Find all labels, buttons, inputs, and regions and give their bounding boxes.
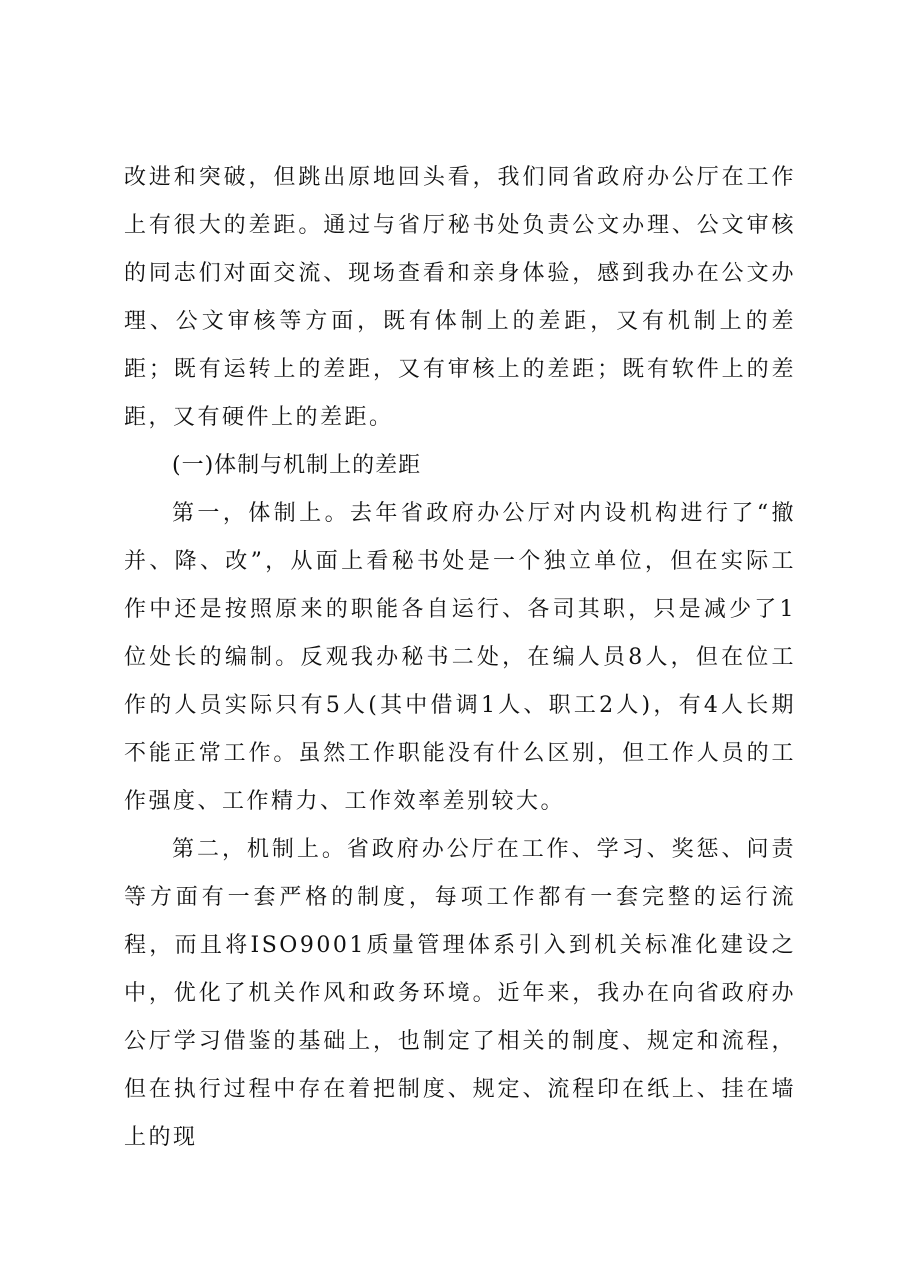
section-heading: (一)体制与机制上的差距 xyxy=(172,453,422,478)
paragraph-second-mechanism: 第二，机制上。省政府办公厅在工作、学习、奖惩、问责等方面有一套严格的制度，每项工作都有一套完整的运行流程，而且将ISO9001质量管理体系引入到机关标准化建设之中，优化了机关作风和政务环境。近年来，我办在向省政府办公厅学习借鉴的基础上，也制定了相关的制度、规定和流程，但在执行过程中存在着把制度、规定、流程印在纸上、挂在墙上的现 xyxy=(124,837,796,1150)
document-body xyxy=(124,154,796,1162)
paragraph-first-system: 第一，体制上。去年省政府办公厅对内设机构进行了“撤并、降、改”，从面上看秘书处是一个独立单位，但在实际工作中还是按照原来的职能各自运行、各司其职，只是减少了1位处长的编制。反观我办秘书二处，在编人员8人，但在位工作的人员实际只有5人(其中借调1人、职工2人)，有4人长期不能正常工作。虽然工作职能没有什么区别，但工作人员的工作强度、工作精力、工作效率差别较大。 xyxy=(124,501,796,814)
paragraph-intro-continued: 改进和突破，但跳出原地回头看，我们同省政府办公厅在工作上有很大的差距。通过与省厅秘书处负责公文办理、公文审核的同志们对面交流、现场查看和亲身体验，感到我办在公文办理、公文审核等方面，既有体制上的差距，又有机制上的差距；既有运转上的差距，又有审核上的差距；既有软件上的差距，又有硬件上的差距。 xyxy=(124,165,796,430)
